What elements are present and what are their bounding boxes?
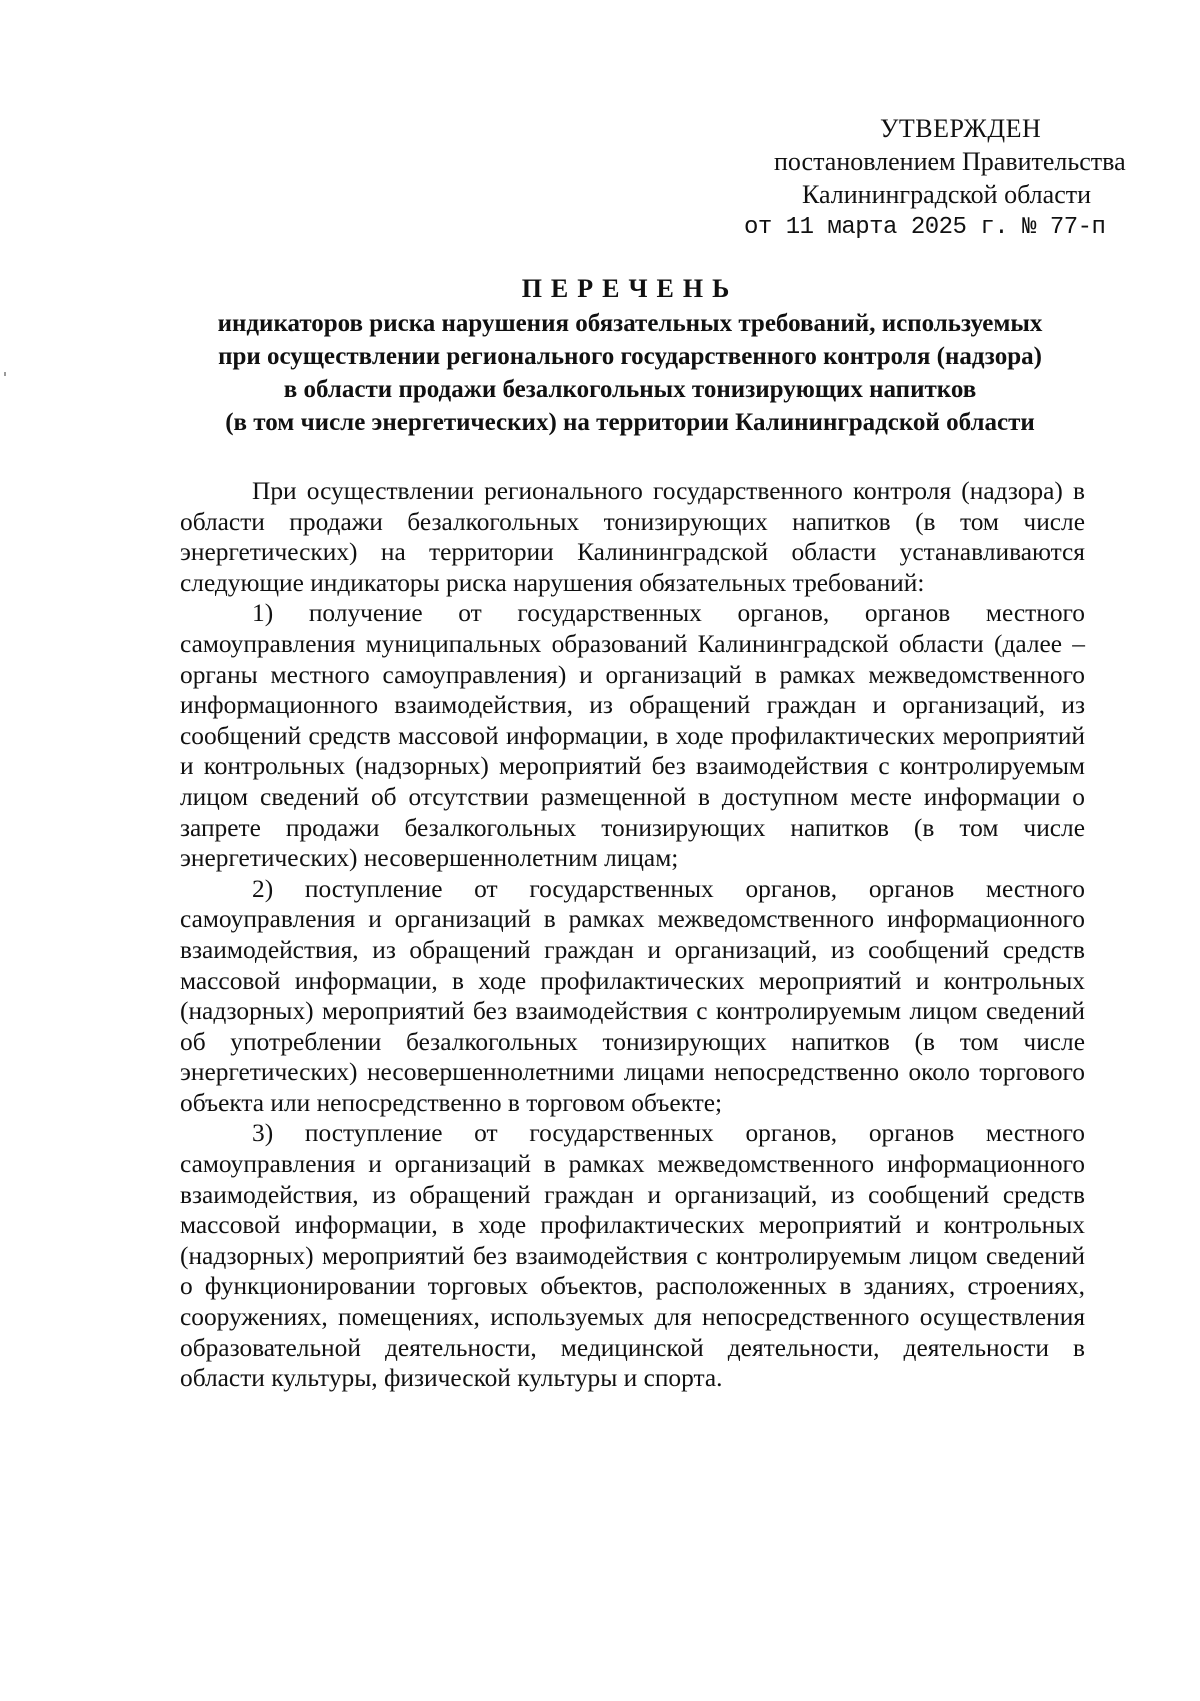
subtitle-line: (в том числе энергетических) на территории Калининградской области (225, 409, 1035, 436)
approval-block (700, 112, 1160, 244)
subtitle-line: индикаторов риска нарушения обязательных требований, используемых (217, 310, 1043, 337)
list-item-1: 1) получение от государственных органов, органов местного самоуправления муниципальных образований Калининградской области (далее – органы местного самоуправления) и организаций в рамках межведомственного информационного взаимодействия, из обращений граждан и организаций, из сообщений средств массовой информации, в ходе профилактических мероприятий и контрольных (надзорных) мероприятий без взаимодействия с контролируемым лицом сведений об отсутствии размещенной в доступном месте информации о запрете продажи безалкогольных тонизирующих напитков (в том числе энергетических) несовершеннолетним лицам; (180, 599, 1085, 873)
subtitle-line: при осуществлении регионального государственного контроля (надзора) (218, 343, 1042, 370)
approval-org-line: постановлением Правительства (774, 147, 1126, 176)
subtitle-line: в области продажи безалкогольных тонизирующих напитков (283, 376, 977, 403)
approval-region-line: Калининградской области (802, 180, 1092, 209)
list-item-2: 2) поступление от государственных органов, органов местного самоуправления и организаций в рамках межведомственного информационного взаимодействия, из обращений граждан и организаций, из сообщений средств массовой информации, в ходе профилактических мероприятий и контрольных (надзорных) мероприятий без взаимодействия с контролируемым лицом сведений об употреблении безалкогольных тонизирующих напитков (в том числе энергетических) несовершеннолетними лицами непосредственно около торгового объекта или непосредственно в торговом объекте; (180, 874, 1085, 1117)
list-item-3: 3) поступление от государственных органов, органов местного самоуправления и организаций в рамках межведомственного информационного взаимодействия, из обращений граждан и организаций, из сообщений средств массовой информации, в ходе профилактических мероприятий и контрольных (надзорных) мероприятий без взаимодействия с контролируемым лицом сведений о функционировании торговых объектов, расположенных в зданиях, строениях, сооружениях, помещениях, используемых для непосредственного осуществления образовательной деятельности, медицинской деятельности, деятельности в области культуры, физической культуры и спорта. (180, 1119, 1085, 1393)
document-heading (170, 272, 1090, 439)
document-body (180, 476, 1085, 1394)
scan-edge-mark (4, 372, 6, 376)
approval-decree-line: от 11 марта 2025 г. № 77-п (744, 214, 1106, 241)
approval-stamp: УТВЕРЖДЕН (880, 114, 1042, 143)
document-title: ПЕРЕЧЕНЬ (521, 274, 739, 303)
intro-paragraph: При осуществлении регионального государственного контроля (надзора) в области продажи безалкогольных тонизирующих напитков (в том числе энергетических) на территории Калининградской области устанавливаются следующие индикаторы риска нарушения обязательных требований: (180, 477, 1085, 597)
